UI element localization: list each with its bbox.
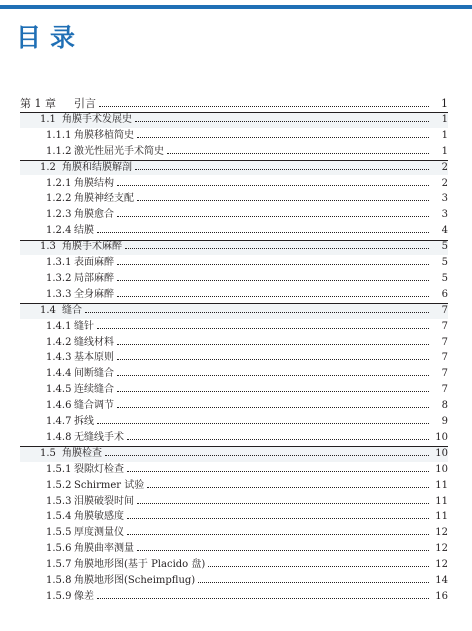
toc-entry-number: 1.1.1 bbox=[46, 129, 72, 141]
toc-entry-page: 1 bbox=[441, 129, 448, 141]
dot-leader bbox=[137, 503, 429, 504]
toc-entry-title: 泪膜破裂时间 bbox=[74, 495, 134, 507]
dot-leader bbox=[127, 534, 429, 535]
toc-entry-number: 1.4.2 bbox=[46, 336, 72, 348]
toc-entry-title: 全身麻醉 bbox=[74, 288, 114, 300]
toc-entry-title: 拆线 bbox=[74, 416, 94, 427]
toc-entry-title: 角膜神经支配 bbox=[74, 193, 134, 205]
dot-leader bbox=[137, 550, 429, 551]
toc-entry-page: 12 bbox=[435, 559, 448, 571]
toc-entry-number: 1.3 bbox=[40, 241, 56, 253]
toc-entry-page: 11 bbox=[435, 479, 448, 491]
toc-entry-page: 1 bbox=[441, 145, 448, 157]
toc-entry-sub[interactable] bbox=[0, 414, 472, 430]
dot-leader bbox=[117, 375, 429, 376]
toc-entry-title: 表面麻醉 bbox=[74, 257, 114, 268]
toc-entry-page: 16 bbox=[435, 590, 448, 602]
dot-leader bbox=[117, 391, 429, 392]
toc-entry-sub[interactable] bbox=[0, 509, 472, 525]
toc-entry-page: 11 bbox=[435, 495, 448, 507]
dot-leader bbox=[127, 439, 429, 440]
toc-entry-number: 1.5.9 bbox=[46, 590, 72, 602]
toc-entry-number: 1.4.7 bbox=[46, 416, 72, 427]
toc-entry-page: 7 bbox=[441, 320, 448, 332]
toc-entry-number: 1.5.4 bbox=[46, 511, 72, 523]
toc-entry-number: 1.1.2 bbox=[46, 145, 72, 157]
toc-entry-title: 缝合调节 bbox=[74, 400, 114, 412]
toc-entry-title: 角膜移植简史 bbox=[74, 129, 134, 141]
dot-leader bbox=[117, 359, 429, 360]
toc-entry-title: 结膜 bbox=[74, 225, 94, 237]
toc-entry-page: 14 bbox=[435, 575, 448, 586]
toc-entry-number: 1.4.1 bbox=[46, 320, 72, 332]
dot-leader bbox=[105, 455, 429, 456]
toc-entry-title: 激光性屈光手术简史 bbox=[74, 145, 164, 157]
toc-entry-number: 1.5.5 bbox=[46, 527, 72, 539]
toc-entry-sub[interactable] bbox=[0, 271, 472, 287]
toc-entry-sub[interactable] bbox=[0, 366, 472, 382]
dot-leader bbox=[97, 423, 429, 424]
dot-leader bbox=[99, 106, 429, 107]
toc-entry-sub[interactable] bbox=[0, 176, 472, 192]
toc-entry-page: 7 bbox=[441, 368, 448, 380]
toc-entry-sub[interactable] bbox=[0, 462, 472, 478]
toc-entry-sub[interactable] bbox=[0, 223, 472, 239]
dot-leader bbox=[117, 296, 429, 297]
toc-entry-sub[interactable] bbox=[0, 255, 472, 271]
toc-entry-sub[interactable] bbox=[0, 478, 472, 494]
toc-entry-chapter[interactable] bbox=[0, 96, 472, 112]
toc-entry-number: 1.4.3 bbox=[46, 352, 72, 364]
toc-entry-page: 3 bbox=[441, 193, 448, 205]
toc-entry-sub[interactable] bbox=[0, 398, 472, 414]
dot-leader bbox=[117, 344, 429, 345]
toc-entry-page: 7 bbox=[441, 336, 448, 348]
toc-entry-title: 像差 bbox=[74, 590, 94, 602]
toc-entry-number: 1.5.1 bbox=[46, 463, 72, 475]
toc-entry-number: 1.2.2 bbox=[46, 193, 72, 205]
toc-entry-sub[interactable] bbox=[0, 573, 472, 589]
toc-entry-page: 5 bbox=[441, 257, 448, 268]
toc-entry-number: 1.2.4 bbox=[46, 225, 72, 237]
toc-entry-sub[interactable] bbox=[0, 207, 472, 223]
toc-entry-sub[interactable] bbox=[0, 191, 472, 207]
toc-entry-number: 1.4 bbox=[40, 304, 56, 316]
toc-entry-sub[interactable] bbox=[0, 430, 472, 446]
toc-entry-title: 角膜敏感度 bbox=[74, 511, 124, 523]
toc-entry-title: 连续缝合 bbox=[74, 384, 114, 396]
dot-leader bbox=[167, 153, 429, 154]
toc-entry-title: 间断缝合 bbox=[74, 368, 114, 380]
toc-entry-title: 局部麻醉 bbox=[74, 272, 114, 284]
toc-entry-page: 10 bbox=[435, 463, 448, 475]
toc-entry-title: 基本原则 bbox=[74, 352, 114, 364]
toc-entry-number: 1.5.3 bbox=[46, 495, 72, 507]
toc-entry-number: 1.3.1 bbox=[46, 257, 72, 268]
toc-entry-title: 厚度测量仪 bbox=[74, 527, 124, 539]
toc-entry-page: 12 bbox=[435, 527, 448, 539]
toc-entry-page: 12 bbox=[435, 543, 448, 555]
toc-entry-title: Schirmer 试验 bbox=[74, 479, 145, 491]
toc-entry-sub[interactable] bbox=[0, 541, 472, 557]
toc-entry-sub[interactable] bbox=[0, 494, 472, 510]
toc-entry-number: 1.5.7 bbox=[46, 559, 72, 571]
toc-entry-number: 1.1 bbox=[40, 113, 56, 125]
toc-entry-number: 1.5 bbox=[40, 447, 56, 459]
toc-entry-number: 第 1 章 bbox=[20, 97, 56, 110]
toc-entry-title: 缝针 bbox=[74, 320, 94, 332]
toc-entry-sub[interactable] bbox=[0, 335, 472, 351]
toc-entry-sub[interactable] bbox=[0, 557, 472, 573]
dot-leader bbox=[125, 248, 429, 249]
dot-leader bbox=[137, 137, 429, 138]
dot-leader bbox=[97, 328, 429, 329]
toc-entry-number: 1.2.3 bbox=[46, 209, 72, 221]
dot-leader bbox=[147, 487, 429, 488]
toc-entry-sub[interactable] bbox=[0, 350, 472, 366]
toc-entry-page: 7 bbox=[441, 384, 448, 396]
toc-entry-title: 角膜和结膜解剖 bbox=[62, 161, 132, 173]
toc-entry-sub[interactable] bbox=[0, 144, 472, 160]
dot-leader bbox=[117, 185, 429, 186]
dot-leader bbox=[117, 216, 429, 217]
toc-entry-page: 2 bbox=[441, 161, 448, 173]
toc-entry-page: 4 bbox=[441, 225, 448, 237]
toc-entry-title: 角膜愈合 bbox=[74, 209, 114, 221]
dot-leader bbox=[137, 200, 429, 201]
toc-entry-sub[interactable] bbox=[0, 382, 472, 398]
toc-entry-title: 角膜手术麻醉 bbox=[62, 241, 122, 253]
toc-entry-title: 角膜手术发展史 bbox=[62, 113, 132, 125]
toc-entry-section[interactable] bbox=[0, 446, 472, 462]
toc-entry-number: 1.2.1 bbox=[46, 177, 72, 189]
toc-entry-page: 6 bbox=[441, 288, 448, 300]
toc-entry-page: 3 bbox=[441, 209, 448, 221]
toc-entry-page: 10 bbox=[435, 431, 448, 443]
toc-entry-page: 1 bbox=[441, 97, 448, 110]
dot-leader bbox=[127, 471, 429, 472]
toc-entry-title: 角膜地形图(Scheimpflug) bbox=[74, 575, 196, 586]
dot-leader bbox=[117, 264, 429, 265]
toc-entry-section[interactable] bbox=[0, 112, 472, 128]
toc-entry-title: 角膜结构 bbox=[74, 177, 114, 189]
toc-entry-title: 无缝线手术 bbox=[74, 431, 124, 443]
toc-entry-title: 缝合 bbox=[62, 304, 82, 316]
toc-entry-page: 8 bbox=[441, 400, 448, 412]
toc-entry-sub[interactable] bbox=[0, 525, 472, 541]
toc-entry-sub[interactable] bbox=[0, 589, 472, 605]
toc-entry-page: 2 bbox=[441, 177, 448, 189]
toc-entry-page: 9 bbox=[441, 416, 448, 427]
page-title: 目录 bbox=[16, 23, 85, 52]
dot-leader bbox=[117, 280, 429, 281]
toc-entry-page: 1 bbox=[441, 113, 448, 125]
toc-entry-page: 5 bbox=[441, 241, 448, 253]
toc-entry-title: 角膜检查 bbox=[62, 447, 102, 459]
toc-entry-title: 角膜地形图(基于 Placido 盘) bbox=[74, 559, 206, 571]
toc-entry-number: 1.3.3 bbox=[46, 288, 72, 300]
toc-entry-number: 1.5.6 bbox=[46, 543, 72, 555]
toc-entry-page: 7 bbox=[441, 304, 448, 316]
toc-entry-section[interactable] bbox=[0, 239, 472, 255]
dot-leader bbox=[117, 407, 429, 408]
dot-leader bbox=[208, 566, 429, 567]
dot-leader bbox=[85, 312, 429, 313]
toc-entry-number: 1.4.6 bbox=[46, 400, 72, 412]
toc-entry-number: 1.3.2 bbox=[46, 272, 72, 284]
dot-leader bbox=[97, 598, 429, 599]
toc-entry-title: 角膜曲率测量 bbox=[74, 543, 134, 555]
toc-entry-page: 10 bbox=[435, 447, 448, 459]
toc-entry-number: 1.4.4 bbox=[46, 368, 72, 380]
dot-leader bbox=[127, 518, 429, 519]
toc-entry-number: 1.5.8 bbox=[46, 575, 72, 586]
toc-entry-number: 1.4.5 bbox=[46, 384, 72, 396]
toc-entry-number: 1.5.2 bbox=[46, 479, 72, 491]
toc-entry-page: 5 bbox=[441, 272, 448, 284]
dot-leader bbox=[97, 232, 429, 233]
dot-leader bbox=[135, 169, 429, 170]
dot-leader bbox=[135, 121, 429, 122]
toc-entry-sub[interactable] bbox=[0, 319, 472, 335]
toc-entry-section[interactable] bbox=[0, 303, 472, 319]
toc-entry-title: 裂隙灯检查 bbox=[74, 463, 124, 475]
dot-leader bbox=[198, 582, 429, 583]
toc-entry-page: 11 bbox=[435, 511, 448, 523]
toc-entry-number: 1.2 bbox=[40, 161, 56, 173]
toc-entry-title: 引言 bbox=[74, 97, 96, 110]
toc-entry-page: 7 bbox=[441, 352, 448, 364]
toc-entry-title: 缝线材料 bbox=[74, 336, 114, 348]
toc-entry-sub[interactable] bbox=[0, 287, 472, 303]
toc-entry-sub[interactable] bbox=[0, 128, 472, 144]
toc-entry-number: 1.4.8 bbox=[46, 431, 72, 443]
toc-entry-section[interactable] bbox=[0, 160, 472, 176]
